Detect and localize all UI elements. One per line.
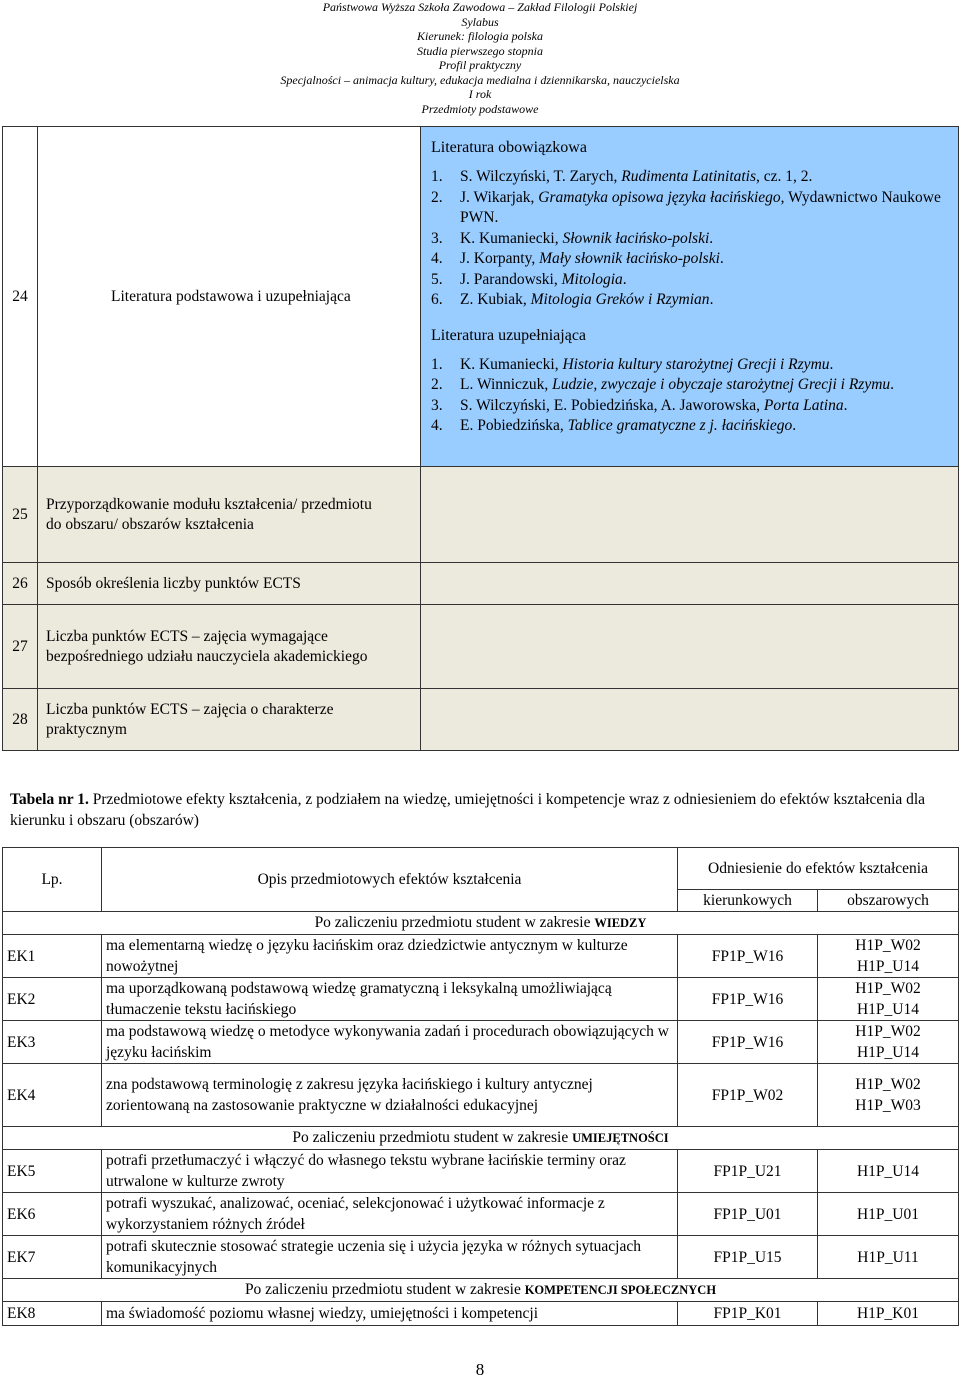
item-text xyxy=(460,249,952,270)
value-cell xyxy=(421,689,959,751)
effects-body xyxy=(3,912,959,1326)
item-title: Ludzie, zwyczaje i obyczaje starożytnej Grecji i Rzymu xyxy=(552,376,891,393)
header-line: Sylabus xyxy=(461,14,499,29)
header-line: Kierunek: filologia polska xyxy=(417,29,543,43)
effect-area-ref xyxy=(818,978,959,1021)
item-text xyxy=(460,188,952,229)
item-number: 2. xyxy=(431,376,443,393)
row-label: Przyporządkowanie modułu kształcenia/ przedmiotu do obszaru/ obszarów kształcenia xyxy=(38,467,421,563)
syllabus-row-27 xyxy=(3,605,959,689)
section-row xyxy=(3,912,959,935)
section-name: UMIEJĘTNOŚCI xyxy=(572,1131,669,1145)
effect-id: EK4 xyxy=(3,1064,102,1127)
effect-directional-ref: FP1P_U15 xyxy=(678,1236,818,1279)
effect-description: zna podstawową terminologię z zakresu języka łacińskiego i kultury antycznej zorientowaną na zastosowanie praktyczne w działalności edukacyjnej xyxy=(102,1064,678,1127)
literature-item xyxy=(431,188,952,229)
effect-directional-ref: FP1P_U21 xyxy=(678,1150,818,1193)
item-number: 3. xyxy=(431,229,443,247)
item-author: L. Winniczuk, xyxy=(460,376,553,393)
section-prefix: Po zaliczeniu przedmiotu student w zakresie xyxy=(292,1129,573,1146)
header-lp: Lp. xyxy=(3,848,102,912)
header-area: obszarowych xyxy=(818,890,959,912)
effect-directional-ref: FP1P_W16 xyxy=(678,935,818,978)
item-suffix: . xyxy=(890,376,895,393)
literature-item xyxy=(431,375,952,396)
area-code: H1P_K01 xyxy=(856,1305,919,1322)
header-directional: kierunkowych xyxy=(678,890,818,912)
effect-row xyxy=(3,1021,959,1064)
row-number: 27 xyxy=(3,605,38,689)
row-label: Sposób określenia liczby punktów ECTS xyxy=(38,563,421,605)
literature-item xyxy=(431,290,952,311)
page-number: 8 xyxy=(475,1360,485,1379)
effect-row xyxy=(3,935,959,978)
item-suffix: . xyxy=(792,417,797,434)
header-line: Profil praktyczny xyxy=(438,58,522,72)
effect-area-ref xyxy=(818,1236,959,1279)
literature-item xyxy=(431,167,952,188)
item-suffix: , cz. 1, 2. xyxy=(756,168,813,185)
item-title: Gramatyka opisowa języka łacińskiego xyxy=(538,188,781,206)
item-text xyxy=(460,396,952,417)
item-title: Rudimenta Latinitatis xyxy=(621,168,757,185)
item-text xyxy=(460,290,952,311)
item-title: Słownik łacińsko-polski xyxy=(562,229,710,247)
item-author: S. Wilczyński, T. Zarych, xyxy=(460,168,622,185)
effect-directional-ref: FP1P_W16 xyxy=(678,978,818,1021)
item-suffix: . xyxy=(843,396,848,414)
effect-id: EK2 xyxy=(3,978,102,1021)
effect-row xyxy=(3,1064,959,1127)
effect-id: EK7 xyxy=(3,1236,102,1279)
item-author: S. Wilczyński, E. Pobiedzińska, A. Jaworowska, xyxy=(460,396,764,414)
effect-description: ma elementarną wiedzę o języku łacińskim oraz dziedzictwie antycznym w kulturze nowożytnej xyxy=(102,935,678,978)
item-number: 1. xyxy=(431,355,443,373)
item-number: 2. xyxy=(431,188,443,206)
item-number: 1. xyxy=(431,168,443,185)
item-author: K. Kumaniecki, xyxy=(460,229,563,247)
effect-directional-ref: FP1P_K01 xyxy=(678,1302,818,1326)
literature-cell xyxy=(421,127,959,467)
effect-area-ref xyxy=(818,1193,959,1236)
item-title: Mitologia Greków i Rzymian xyxy=(530,291,710,308)
row-number: 28 xyxy=(3,689,38,751)
literature-item xyxy=(431,416,952,437)
item-text xyxy=(460,167,952,188)
value-cell xyxy=(421,605,959,689)
row-label: Liczba punktów ECTS – zajęcia o charakterze praktycznym xyxy=(38,689,421,751)
item-suffix: . xyxy=(829,355,834,373)
area-code: H1P_W03 xyxy=(855,1097,921,1114)
area-code: H1P_W02 xyxy=(855,1023,921,1040)
row-label: Liczba punktów ECTS – zajęcia wymagające bezpośredniego udziału nauczyciela akademickiego xyxy=(38,605,421,689)
header-line: Studia pierwszego stopnia xyxy=(416,43,543,58)
effect-description: ma podstawową wiedzę o metodyce wykonywania zadań i procedurach obowiązujących w języku łacińskim xyxy=(102,1021,678,1064)
syllabus-row-25 xyxy=(3,467,959,563)
document-header xyxy=(0,0,960,116)
effect-row xyxy=(3,1302,959,1326)
required-literature-heading: Literatura obowiązkowa xyxy=(431,139,587,156)
effect-area-ref xyxy=(818,1302,959,1326)
value-cell xyxy=(421,467,959,563)
effect-description: ma uporządkowaną podstawową wiedzę gramatyczną i leksykalną umożliwiającą tłumaczenie tekstu łacińskiego xyxy=(102,978,678,1021)
item-number: 4. xyxy=(431,417,443,434)
effect-description: potrafi przetłumaczyć i włączyć do własnego tekstu wybrane łacińskie terminy oraz utrwalone w kulturze zwroty xyxy=(102,1150,678,1193)
literature-item xyxy=(431,270,952,291)
header-description: Opis przedmiotowych efektów kształcenia xyxy=(102,848,678,912)
item-number: 4. xyxy=(431,250,443,267)
area-code: H1P_U11 xyxy=(857,1248,919,1266)
area-code: H1P_U01 xyxy=(856,1205,919,1223)
item-title: Mitologia xyxy=(561,270,623,288)
syllabus-row-28 xyxy=(3,689,959,751)
item-suffix: , Wydawnictwo Naukowe PWN. xyxy=(460,188,941,226)
item-number: 6. xyxy=(431,291,443,308)
area-code: H1P_U14 xyxy=(856,1044,919,1061)
header-reference: Odniesienie do efektów kształcenia xyxy=(678,848,959,890)
section-heading xyxy=(3,912,959,935)
syllabus-table xyxy=(2,126,959,751)
item-title: Historia kultury starożytnej Grecji i Rzymu xyxy=(562,355,830,373)
literature-item xyxy=(431,249,952,270)
section-row xyxy=(3,1279,959,1302)
area-code: H1P_W02 xyxy=(855,937,921,954)
item-author: J. Wikarjak, xyxy=(460,188,539,206)
item-author: Z. Kubiak, xyxy=(460,291,531,308)
effect-area-ref xyxy=(818,1021,959,1064)
supplementary-literature-heading: Literatura uzupełniająca xyxy=(431,326,587,344)
item-author: J. Parandowski, xyxy=(460,270,562,288)
item-text xyxy=(460,355,952,376)
section-name: KOMPETENCJI SPOŁECZNYCH xyxy=(524,1283,717,1297)
effect-description: potrafi skutecznie stosować strategie uczenia się i użycia języka w różnych sytuacjach komunikacyjnych xyxy=(102,1236,678,1279)
area-code: H1P_U14 xyxy=(856,958,919,975)
item-number: 3. xyxy=(431,396,443,414)
header-line: Państwowa Wyższa Szkoła Zawodowa – Zakład Filologii Polskiej xyxy=(322,0,638,14)
item-text xyxy=(460,229,952,250)
row-number: 25 xyxy=(3,467,38,563)
effect-row xyxy=(3,978,959,1021)
literature-item xyxy=(431,229,952,250)
effect-id: EK8 xyxy=(3,1302,102,1326)
item-title: Mały słownik łacińsko-polski xyxy=(539,250,720,267)
table-caption xyxy=(10,789,950,831)
header-line: Przedmioty podstawowe xyxy=(421,101,539,116)
section-prefix: Po zaliczeniu przedmiotu student w zakresie xyxy=(244,1281,525,1298)
effects-table xyxy=(2,847,959,1326)
item-suffix: . xyxy=(709,291,714,308)
effect-id: EK3 xyxy=(3,1021,102,1064)
effect-id: EK1 xyxy=(3,935,102,978)
area-code: H1P_W02 xyxy=(855,980,921,997)
effect-description: ma świadomość poziomu własnej wiedzy, umiejętności i kompetencji xyxy=(102,1302,678,1326)
effect-id: EK5 xyxy=(3,1150,102,1193)
effect-directional-ref: FP1P_W02 xyxy=(678,1064,818,1127)
supplementary-literature-list xyxy=(431,355,952,437)
item-suffix: . xyxy=(622,270,627,288)
item-author: K. Kumaniecki, xyxy=(460,355,563,373)
caption-text: Przedmiotowe efekty kształcenia, z podziałem na wiedzę, umiejętności i kompetencje wraz z odniesieniem do efektów kształcenia dla kierunku i obszaru (obszarów) xyxy=(10,791,926,829)
literature-item xyxy=(431,355,952,376)
section-name: WIEDZY xyxy=(594,916,647,930)
value-cell xyxy=(421,563,959,605)
area-code: H1P_W02 xyxy=(855,1076,921,1093)
item-title: Tablice gramatyczne z j. łacińskiego xyxy=(567,417,793,434)
effect-directional-ref: FP1P_W16 xyxy=(678,1021,818,1064)
item-number: 5. xyxy=(431,270,443,288)
syllabus-row-26 xyxy=(3,563,959,605)
required-literature-list xyxy=(431,167,952,311)
syllabus-row-24 xyxy=(3,127,959,467)
row-number: 24 xyxy=(3,127,38,467)
effect-directional-ref: FP1P_U01 xyxy=(678,1193,818,1236)
effect-row xyxy=(3,1193,959,1236)
caption-label: Tabela nr 1. xyxy=(10,791,89,808)
item-text xyxy=(460,375,952,396)
literature-item xyxy=(431,396,952,417)
item-suffix: . xyxy=(709,229,714,247)
section-row xyxy=(3,1127,959,1150)
effect-row xyxy=(3,1150,959,1193)
item-text xyxy=(460,270,952,291)
effect-description: potrafi wyszukać, analizować, oceniać, selekcjonować i użytkować informacje z wykorzystaniem różnych źródeł xyxy=(102,1193,678,1236)
header-line: I rok xyxy=(468,87,492,101)
item-author: J. Korpanty, xyxy=(460,250,540,267)
effect-row xyxy=(3,1236,959,1279)
section-prefix: Po zaliczeniu przedmiotu student w zakresie xyxy=(314,914,595,931)
row-label: Literatura podstawowa i uzupełniająca xyxy=(38,127,421,467)
header-line: Specjalności – animacja kultury, edukacja medialna i dziennikarska, nauczycielska xyxy=(280,72,680,87)
effect-id: EK6 xyxy=(3,1193,102,1236)
row-number: 26 xyxy=(3,563,38,605)
effect-area-ref xyxy=(818,1064,959,1127)
item-suffix: . xyxy=(719,250,724,267)
item-title: Porta Latina xyxy=(763,396,844,414)
effect-area-ref xyxy=(818,935,959,978)
area-code: H1P_U14 xyxy=(856,1001,919,1018)
section-heading xyxy=(3,1127,959,1150)
area-code: H1P_U14 xyxy=(856,1162,919,1180)
item-text xyxy=(460,416,952,437)
item-author: E. Pobiedzińska, xyxy=(460,417,568,434)
effect-area-ref xyxy=(818,1150,959,1193)
section-heading xyxy=(3,1279,959,1302)
